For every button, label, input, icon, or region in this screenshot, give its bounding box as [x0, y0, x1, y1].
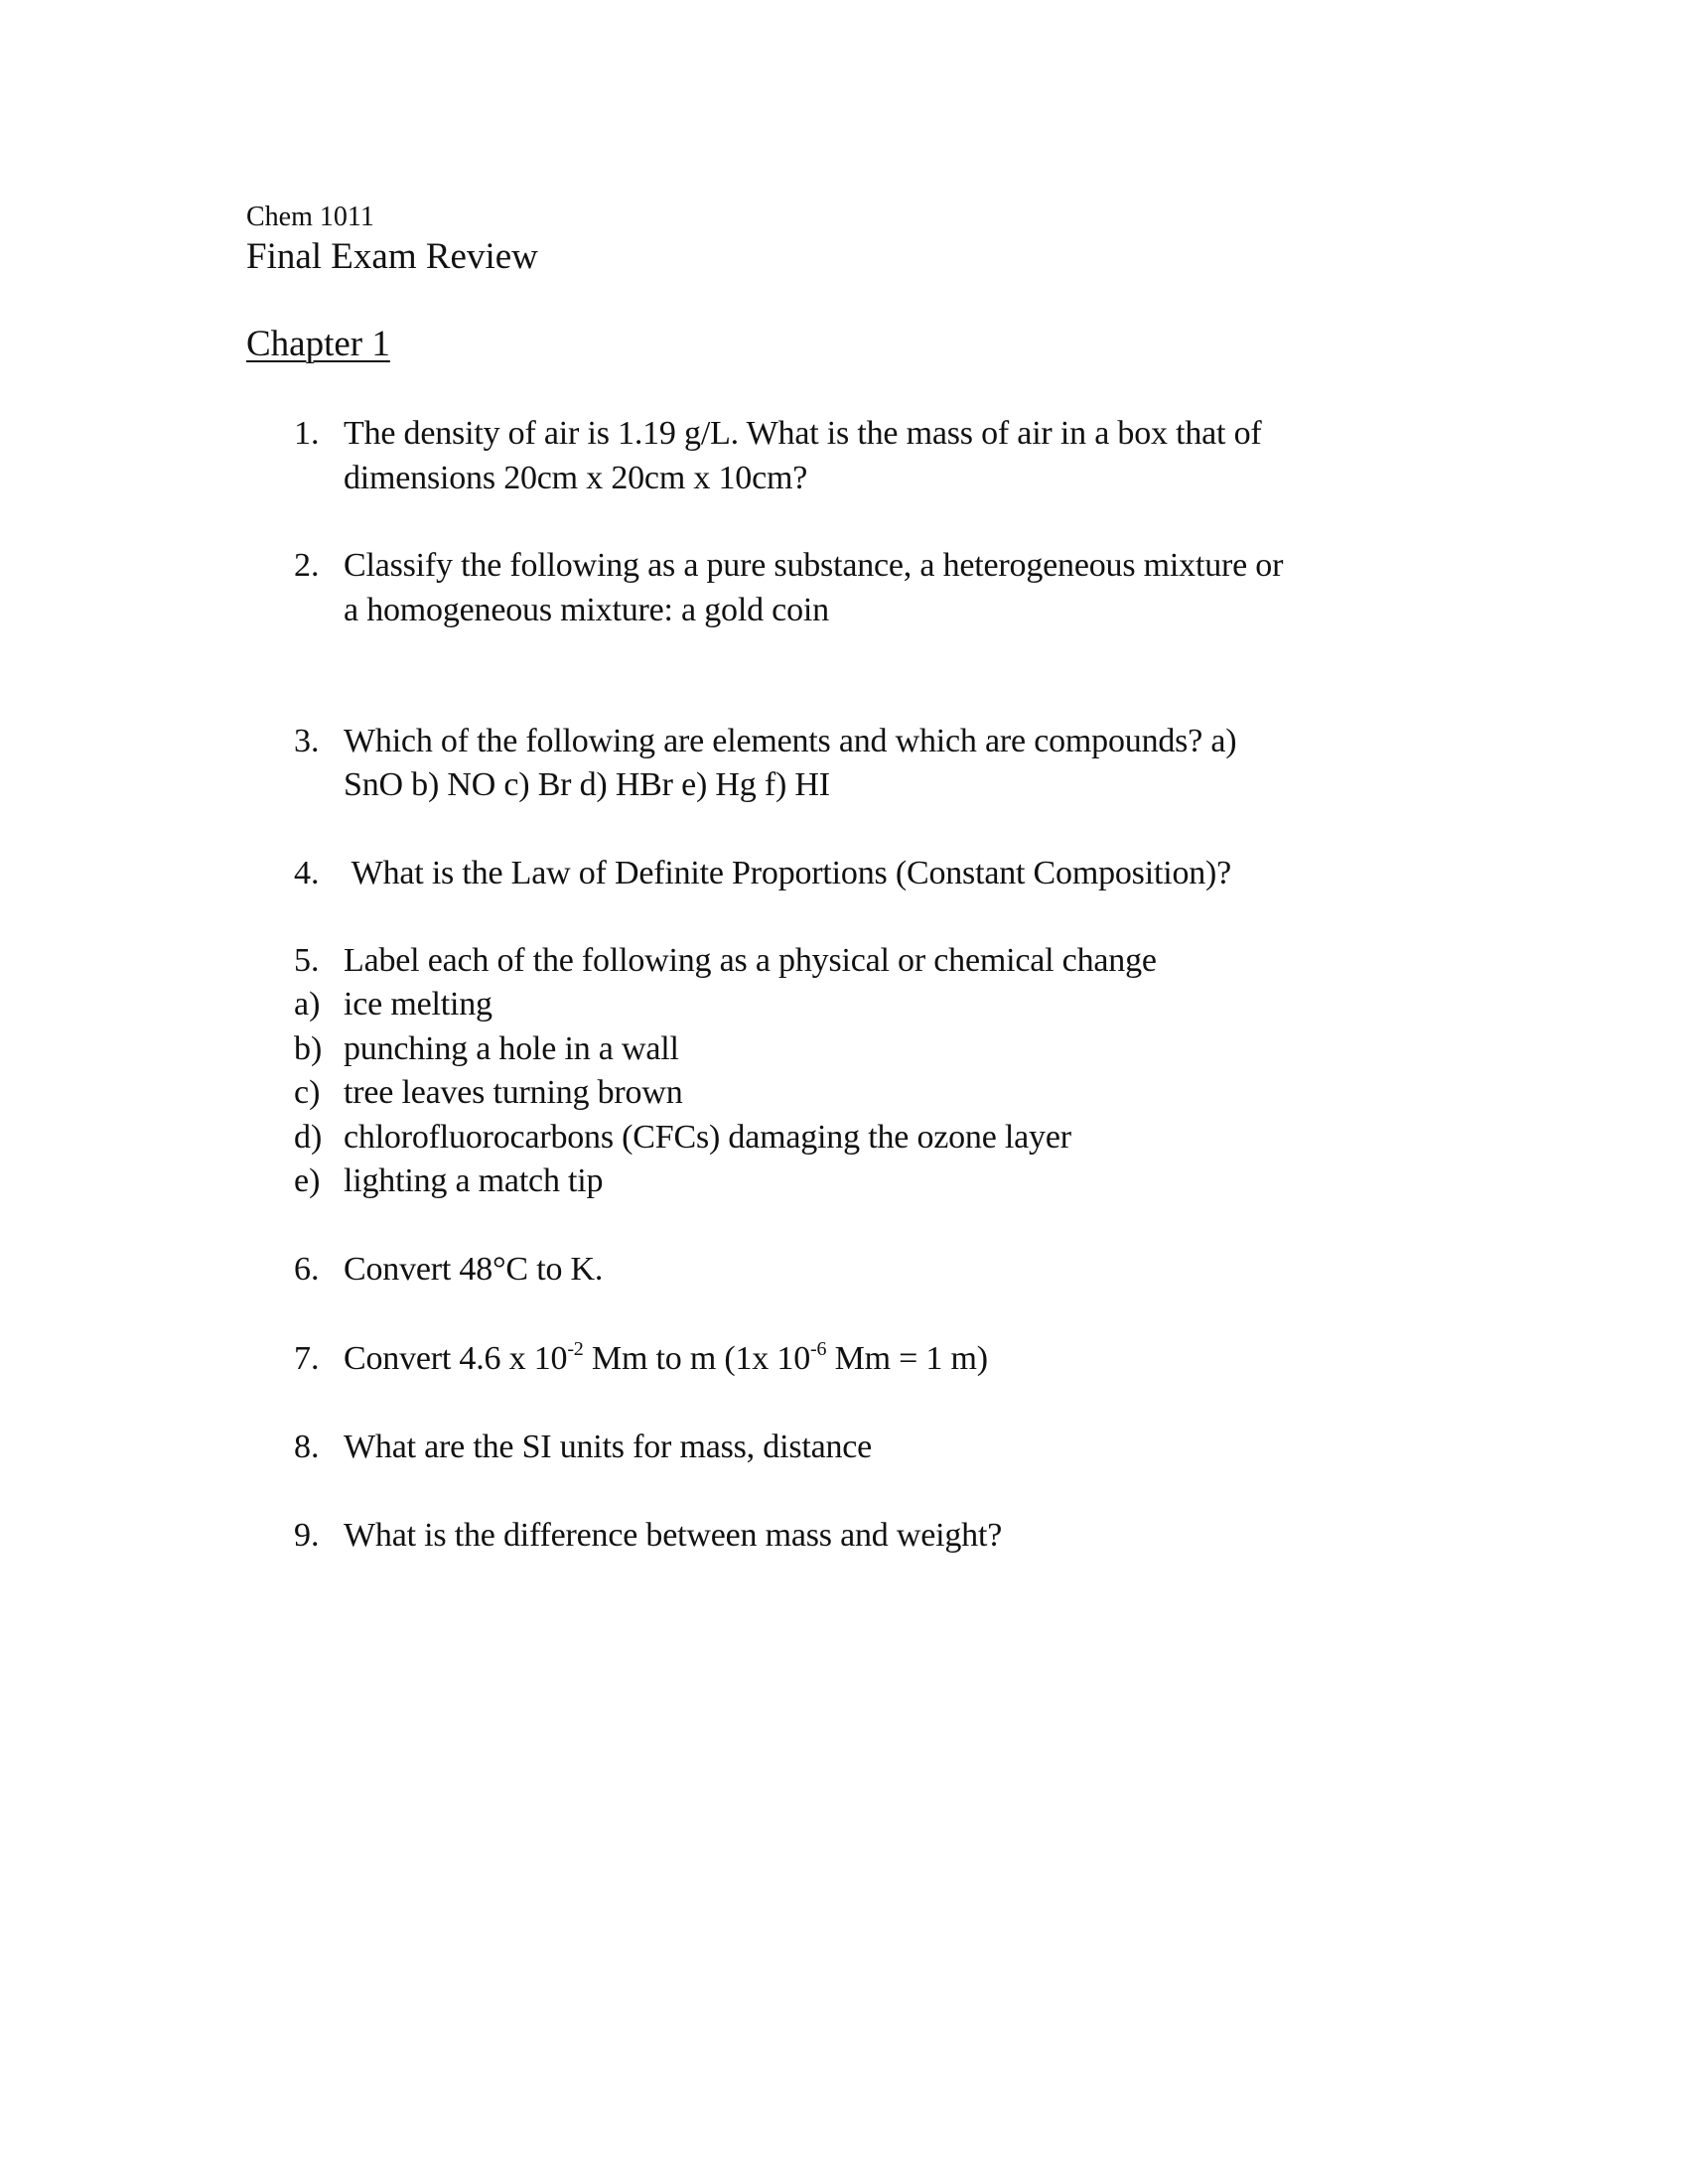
course-code: Chem 1011 [246, 202, 374, 232]
question-text: What are the SI units for mass, distance [344, 1429, 873, 1465]
question-text: dimensions 20cm x 20cm x 10cm? [344, 460, 808, 496]
subitem-text: ice melting [344, 986, 492, 1023]
subitem-label: a) [294, 986, 321, 1023]
question-text: Label each of the following as a physical or chemical change [344, 942, 1157, 979]
text-part: Mm = 1 m) [826, 1340, 988, 1377]
question-text: Classify the following as a pure substance, a heterogeneous mixture or [344, 547, 1284, 584]
text-part: Convert 4.6 x 10 [344, 1340, 568, 1377]
question-text: Convert 48°C to K. [344, 1251, 604, 1288]
question-text: What is the Law of Definite Proportions (Constant Composition)? [344, 855, 1232, 891]
question-text: What is the difference between mass and weight? [344, 1517, 1003, 1554]
question-text: a homogeneous mixture: a gold coin [344, 592, 829, 628]
question-number: 7. [294, 1340, 320, 1377]
question-number: 5. [294, 942, 320, 979]
chapter-heading: Chapter 1 [246, 324, 390, 364]
subitem-label: e) [294, 1162, 321, 1199]
question-text: The density of air is 1.19 g/L. What is the mass of air in a box that of [344, 415, 1262, 452]
question-text: SnO b) NO c) Br d) HBr e) Hg f) HI [344, 766, 830, 803]
question-number: 4. [294, 855, 320, 891]
exponent: -6 [810, 1338, 827, 1360]
subitem-text: punching a hole in a wall [344, 1030, 679, 1067]
question-number: 6. [294, 1251, 320, 1288]
question-number: 3. [294, 723, 320, 759]
subitem-label: b) [294, 1030, 323, 1067]
question-number: 8. [294, 1429, 320, 1465]
subitem-label: c) [294, 1074, 321, 1111]
text-part: Mm to m (1x 10 [583, 1340, 811, 1377]
question-text: Which of the following are elements and which are compounds? a) [344, 723, 1237, 759]
question-text [344, 1338, 988, 1377]
question-number: 2. [294, 547, 320, 584]
subitem-text: tree leaves turning brown [344, 1074, 683, 1111]
subitem-label: d) [294, 1119, 323, 1156]
exponent: -2 [567, 1338, 584, 1360]
subitem-text: chlorofluorocarbons (CFCs) damaging the ozone layer [344, 1119, 1071, 1156]
subitem-text: lighting a match tip [344, 1162, 604, 1199]
document-title: Final Exam Review [246, 236, 538, 277]
question-number: 9. [294, 1517, 320, 1554]
question-number: 1. [294, 415, 320, 452]
